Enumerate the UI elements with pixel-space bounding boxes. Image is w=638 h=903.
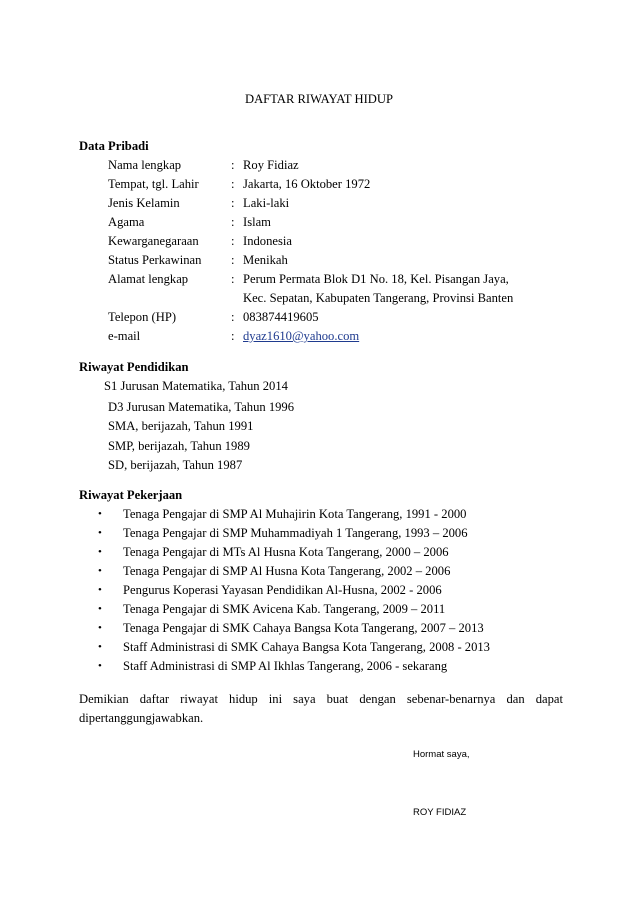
education-item: SMA, berijazah, Tahun 1991 xyxy=(108,419,254,433)
bullet-icon: • xyxy=(98,622,102,634)
field-separator: : xyxy=(231,329,235,343)
field-value: 083874419605 xyxy=(243,310,319,324)
education-item: SD, berijazah, Tahun 1987 xyxy=(108,458,243,472)
bullet-icon: • xyxy=(98,565,102,577)
signature-greeting: Hormat saya, xyxy=(413,749,470,760)
work-item-text: Tenaga Pengajar di SMK Cahaya Bangsa Kota Tangerang, 2007 – 2013 xyxy=(123,621,484,635)
field-separator: : xyxy=(231,272,235,286)
work-item-text: Tenaga Pengajar di SMP Al Muhajirin Kota Tangerang, 1991 - 2000 xyxy=(123,507,467,521)
field-label: Agama xyxy=(108,215,145,229)
field-value: Perum Permata Blok D1 No. 18, Kel. Pisangan Jaya, xyxy=(243,272,509,286)
bullet-icon: • xyxy=(98,584,102,596)
field-separator: : xyxy=(231,158,235,172)
field-label: Telepon (HP) xyxy=(108,310,177,324)
field-label: Alamat lengkap xyxy=(108,272,189,286)
work-item-text: Pengurus Koperasi Yayasan Pendidikan Al-Husna, 2002 - 2006 xyxy=(123,583,442,597)
document-title-text: DAFTAR RIWAYAT HIDUP xyxy=(244,92,394,106)
education-item: D3 Jurusan Matematika, Tahun 1996 xyxy=(108,400,295,414)
field-value: Kec. Sepatan, Kabupaten Tangerang, Provinsi Banten xyxy=(243,291,514,305)
field-value: Islam xyxy=(243,215,271,229)
field-separator: : xyxy=(231,196,235,210)
bullet-icon: • xyxy=(98,508,102,520)
field-label: Tempat, tgl. Lahir xyxy=(108,177,199,191)
field-separator: : xyxy=(231,234,235,248)
email-link[interactable]: dyaz1610@yahoo.com xyxy=(243,329,360,343)
work-item-text: Tenaga Pengajar di SMP Al Husna Kota Tangerang, 2002 – 2006 xyxy=(123,564,451,578)
work-item-text: Staff Administrasi di SMK Cahaya Bangsa Kota Tangerang, 2008 - 2013 xyxy=(123,640,490,654)
work-item-text: Tenaga Pengajar di SMP Muhammadiyah 1 Tangerang, 1993 – 2006 xyxy=(123,526,468,540)
field-label: Kewarganegaraan xyxy=(108,234,199,248)
field-label: Status Perkawinan xyxy=(108,253,202,267)
bullet-icon: • xyxy=(98,660,102,672)
field-value: Indonesia xyxy=(243,234,292,248)
work-item-text: Tenaga Pengajar di SMK Avicena Kab. Tangerang, 2009 – 2011 xyxy=(123,602,446,616)
work-item-text: Staff Administrasi di SMP Al Ikhlas Tangerang, 2006 - sekarang xyxy=(123,659,448,673)
work-heading: Riwayat Pekerjaan xyxy=(79,488,183,502)
field-label: Nama lengkap xyxy=(108,158,182,172)
field-value: Roy Fidiaz xyxy=(243,158,299,172)
field-value: Menikah xyxy=(243,253,288,267)
bullet-icon: • xyxy=(98,603,102,615)
field-label: Jenis Kelamin xyxy=(108,196,180,210)
field-value: Jakarta, 16 Oktober 1972 xyxy=(243,177,371,191)
signature-name: ROY FIDIAZ xyxy=(413,807,467,818)
bullet-icon: • xyxy=(98,641,102,653)
closing-statement: Demikian daftar riwayat hidup ini saya buat dengan sebenar-benarnya dan dapat dipertanggungjawabkan. xyxy=(79,692,563,725)
field-label: e-mail xyxy=(108,329,141,343)
personal-data-heading: Data Pribadi xyxy=(79,139,149,153)
education-item: SMP, berijazah, Tahun 1989 xyxy=(108,439,250,453)
document-title xyxy=(0,90,638,110)
field-separator: : xyxy=(231,253,235,267)
education-item: S1 Jurusan Matematika, Tahun 2014 xyxy=(104,379,288,393)
bullet-icon: • xyxy=(98,527,102,539)
bullet-icon: • xyxy=(98,546,102,558)
work-item-text: Tenaga Pengajar di MTs Al Husna Kota Tangerang, 2000 – 2006 xyxy=(123,545,449,559)
field-separator: : xyxy=(231,177,235,191)
education-heading: Riwayat Pendidikan xyxy=(79,360,189,374)
field-separator: : xyxy=(231,215,235,229)
field-separator: : xyxy=(231,310,235,324)
field-value: Laki-laki xyxy=(243,196,290,210)
